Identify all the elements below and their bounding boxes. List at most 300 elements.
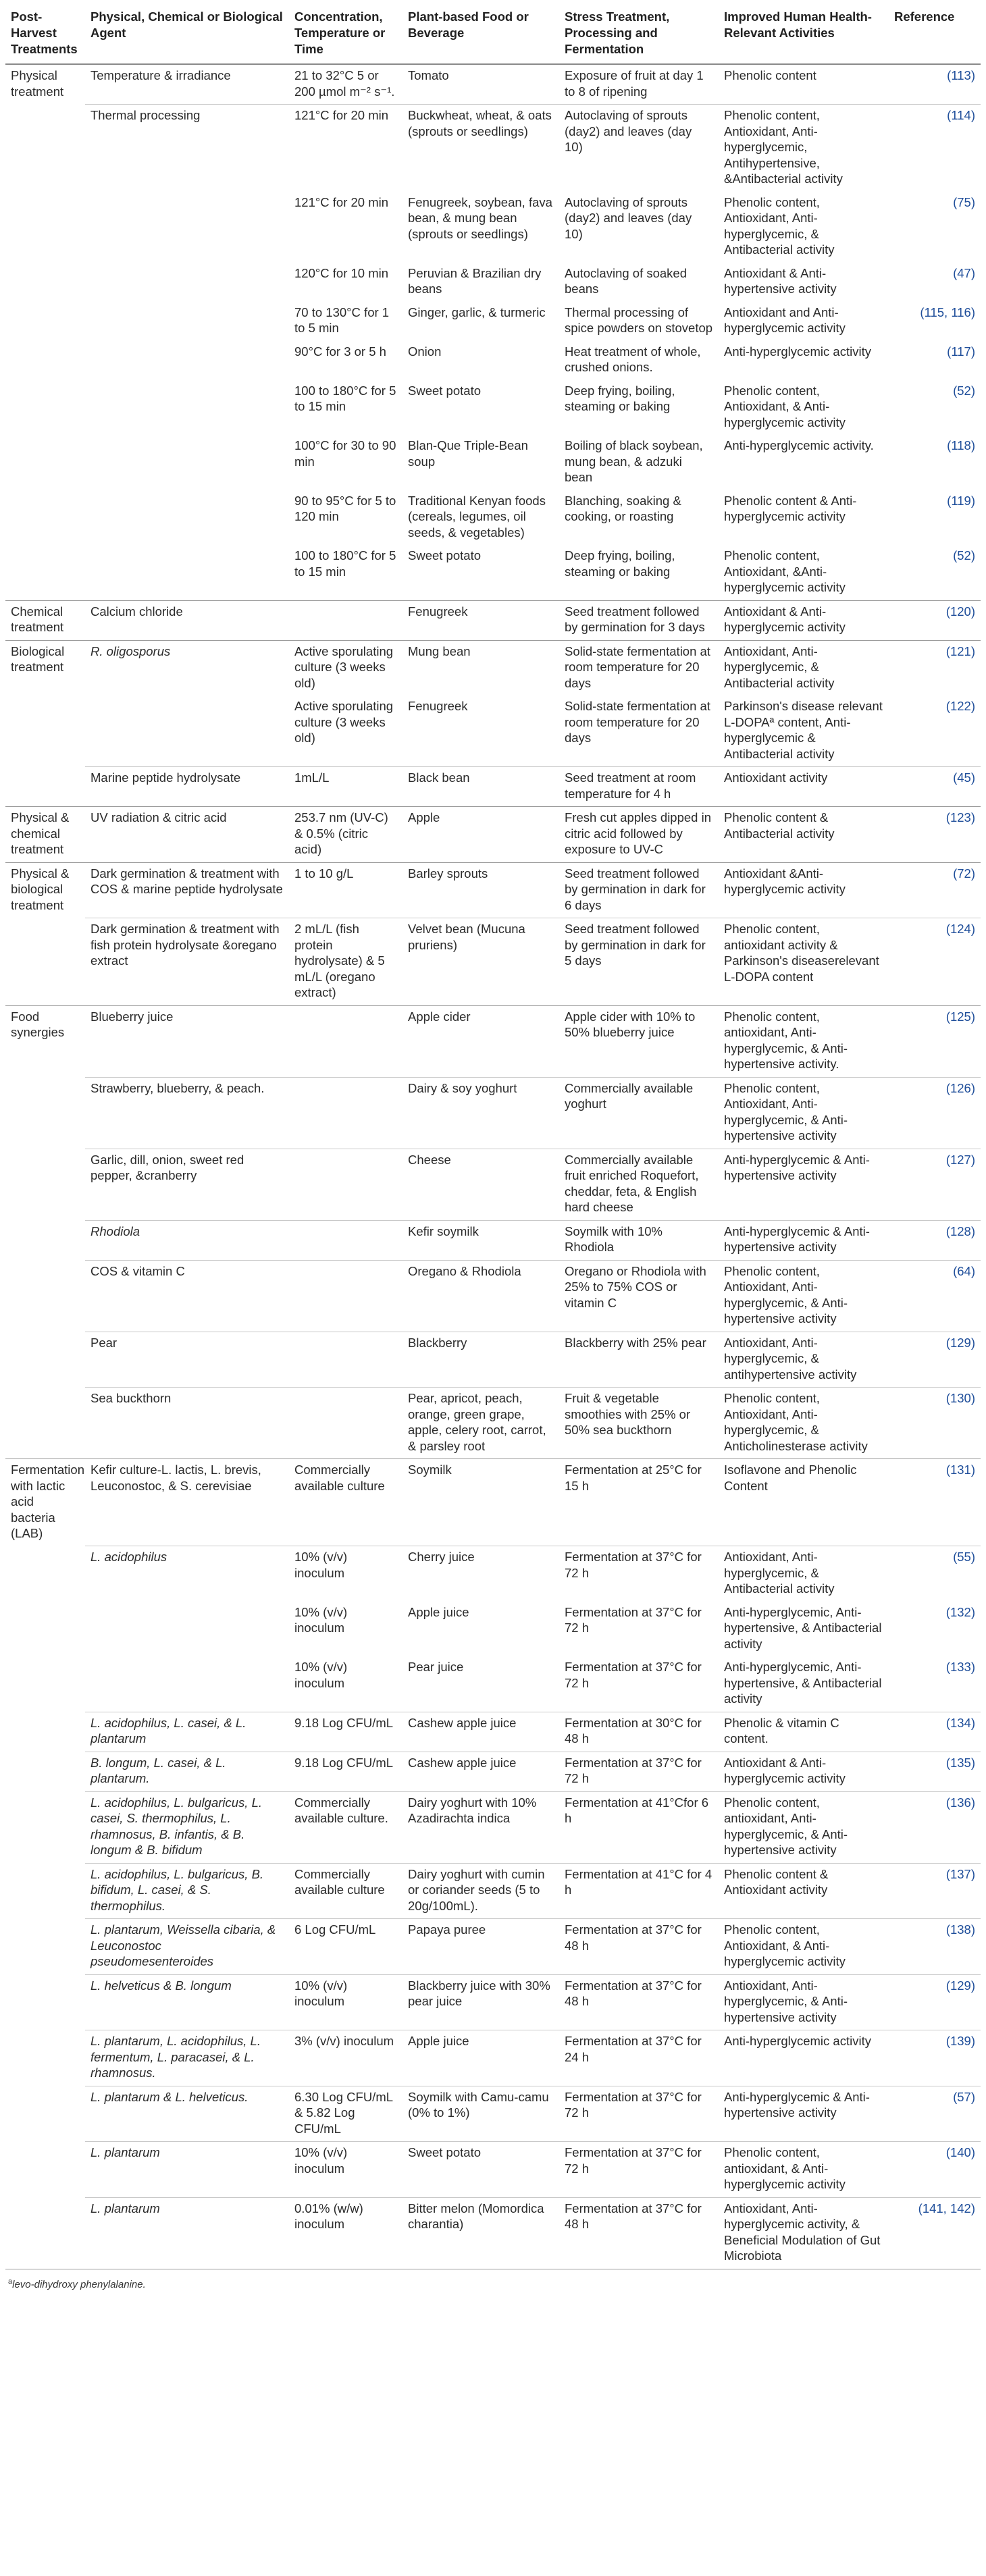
cell-reference[interactable] xyxy=(889,1260,981,1332)
cell-food xyxy=(403,1149,559,1220)
cell-concentration xyxy=(289,1919,403,1975)
cell-stress-text: Fermentation at 37°C for 48 h xyxy=(565,2201,702,2231)
cell-activity xyxy=(719,263,889,302)
cell-activity-text: Phenolic content, Antioxidant, Anti-hyperglycemic, Antihypertensive, &Antibacterial activity xyxy=(724,108,843,186)
cell-food xyxy=(403,1077,559,1149)
cell-activity xyxy=(719,341,889,380)
cell-reference-text[interactable]: (134) xyxy=(945,1715,975,1730)
cell-activity xyxy=(719,1220,889,1260)
cell-reference[interactable] xyxy=(889,1546,981,1602)
cell-agent-text: Pear xyxy=(90,1335,118,1350)
cell-reference[interactable] xyxy=(889,1459,981,1546)
cell-food-text: Oregano & Rhodiola xyxy=(408,1263,521,1278)
cell-stress xyxy=(559,1005,719,1077)
cell-reference[interactable] xyxy=(889,1974,981,2030)
cell-food xyxy=(403,1919,559,1975)
header-reference: Reference xyxy=(889,7,981,64)
cell-concentration-text: 70 to 130°C for 1 to 5 min xyxy=(294,305,390,335)
cell-reference-text[interactable]: (55) xyxy=(953,1550,975,1564)
cell-activity xyxy=(719,2086,889,2142)
cell-reference-text[interactable]: (139) xyxy=(945,2034,975,2048)
cell-reference-text[interactable]: (119) xyxy=(947,493,975,508)
cell-food xyxy=(403,1656,559,1712)
cell-reference[interactable] xyxy=(889,695,981,767)
cell-activity-text: Antioxidant, Anti-hyperglycemic, & Antibacterial activity xyxy=(724,1550,835,1596)
cell-concentration-text: 21 to 32°C 5 or 200 µmol m⁻² s⁻¹. xyxy=(294,68,395,99)
cell-concentration-text: 121°C for 20 min xyxy=(294,194,389,209)
cell-reference-text[interactable]: (135) xyxy=(945,1755,975,1770)
cell-reference[interactable] xyxy=(889,918,981,1006)
cell-treatment xyxy=(5,1077,85,1149)
table-row xyxy=(5,1546,981,1602)
cell-food-text: Pear, apricot, peach, orange, green grape, apple, celery root, carrot, & parsley root xyxy=(408,1391,546,1453)
cell-agent xyxy=(85,263,289,302)
cell-treatment xyxy=(5,435,85,490)
cell-reference-text[interactable]: (64) xyxy=(953,1263,975,1278)
cell-concentration xyxy=(289,2197,403,2269)
cell-agent-text: L. acidophilus, L. casei, & L. plantarum xyxy=(90,1715,246,1745)
cell-agent xyxy=(85,2030,289,2086)
cell-reference[interactable] xyxy=(889,1656,981,1712)
cell-concentration-text: 3% (v/v) inoculum xyxy=(294,2034,394,2048)
cell-concentration xyxy=(289,767,403,807)
cell-reference-text[interactable]: (57) xyxy=(953,2089,975,2104)
cell-food-text: Soymilk with Camu-camu (0% to 1%) xyxy=(408,2089,549,2120)
table-row xyxy=(5,1220,981,1260)
cell-activity-text: Phenolic content, Antioxidant, &Anti-hyperglycemic activity xyxy=(724,548,846,594)
cell-reference[interactable] xyxy=(889,105,981,192)
cell-stress-text: Autoclaving of sprouts (day2) and leaves (day 10) xyxy=(565,194,692,241)
cell-reference[interactable] xyxy=(889,1712,981,1752)
cell-stress-text: Fermentation at 37°C for 72 h xyxy=(565,1755,702,1785)
cell-reference-text[interactable]: (121) xyxy=(945,643,975,658)
cell-reference[interactable] xyxy=(889,1149,981,1220)
cell-stress xyxy=(559,341,719,380)
cell-treatment xyxy=(5,1752,85,1791)
table-row xyxy=(5,695,981,767)
cell-agent-text: UV radiation & citric acid xyxy=(90,810,227,824)
cell-reference-text[interactable]: (127) xyxy=(945,1152,975,1167)
cell-reference[interactable] xyxy=(889,341,981,380)
cell-reference-text[interactable]: (140) xyxy=(945,2145,975,2159)
cell-reference-text[interactable]: (52) xyxy=(953,383,975,398)
cell-stress-text: Fermentation at 37°C for 72 h xyxy=(565,1604,702,1635)
cell-activity-text: Phenolic content, Antioxidant, & Anti-hyperglycemic activity xyxy=(724,383,846,429)
cell-stress xyxy=(559,1791,719,1863)
cell-reference[interactable] xyxy=(889,640,981,695)
cell-stress xyxy=(559,192,719,263)
cell-treatment xyxy=(5,2197,85,2269)
cell-concentration xyxy=(289,807,403,863)
cell-agent-text: Marine peptide hydrolysate xyxy=(90,770,241,785)
table-row xyxy=(5,2030,981,2086)
cell-activity-text: Isoflavone and Phenolic Content xyxy=(724,1463,857,1493)
cell-agent xyxy=(85,1974,289,2030)
cell-activity xyxy=(719,1974,889,2030)
cell-reference-text[interactable]: (115, 116) xyxy=(920,305,975,319)
cell-food-text: Kefir soymilk xyxy=(408,1224,479,1238)
cell-concentration-text: 10% (v/v) inoculum xyxy=(294,2145,348,2176)
cell-agent-text: L. helveticus & B. longum xyxy=(90,1978,232,1993)
cell-agent-text: Strawberry, blueberry, & peach. xyxy=(90,1080,265,1095)
cell-reference[interactable] xyxy=(889,2197,981,2269)
cell-stress-text: Fermentation at 37°C for 72 h xyxy=(565,1550,702,1580)
cell-stress xyxy=(559,2086,719,2142)
cell-concentration-text: 253.7 nm (UV-C) & 0.5% (citric acid) xyxy=(294,810,388,856)
cell-stress-text: Heat treatment of whole, crushed onions. xyxy=(565,344,701,374)
cell-agent xyxy=(85,1260,289,1332)
cell-food xyxy=(403,2197,559,2269)
cell-stress xyxy=(559,490,719,546)
table-footnote xyxy=(5,2275,981,2292)
cell-concentration xyxy=(289,1546,403,1602)
cell-food-text: Traditional Kenyan foods (cereals, legumes, oil seeds, & vegetables) xyxy=(408,493,546,540)
cell-concentration-text: Commercially available culture xyxy=(294,1463,385,1493)
cell-reference[interactable] xyxy=(889,192,981,263)
cell-reference[interactable] xyxy=(889,2142,981,2198)
cell-food-text: Fenugreek xyxy=(408,604,468,619)
cell-reference[interactable] xyxy=(889,1005,981,1077)
table-row xyxy=(5,490,981,546)
cell-activity-text: Antioxidant, Anti-hyperglycemic, & antihypertensive activity xyxy=(724,1335,857,1382)
cell-food xyxy=(403,640,559,695)
cell-activity xyxy=(719,1791,889,1863)
cell-agent xyxy=(85,1220,289,1260)
cell-treatment xyxy=(5,862,85,918)
cell-reference-text[interactable]: (125) xyxy=(945,1009,975,1024)
cell-treatment xyxy=(5,1656,85,1712)
cell-activity-text: Anti-hyperglycemic, Anti-hypertensive, & Antibacterial activity xyxy=(724,1660,882,1706)
cell-food-text: Dairy & soy yoghurt xyxy=(408,1080,517,1095)
cell-reference[interactable] xyxy=(889,1332,981,1388)
cell-food xyxy=(403,918,559,1006)
cell-reference[interactable] xyxy=(889,1388,981,1459)
cell-food xyxy=(403,1752,559,1791)
cell-stress xyxy=(559,263,719,302)
cell-reference-text[interactable]: (130) xyxy=(945,1391,975,1405)
cell-stress-text: Fermentation at 37°C for 48 h xyxy=(565,1922,702,1953)
table-row xyxy=(5,640,981,695)
cell-activity-text: Anti-hyperglycemic & Anti-hypertensive activity xyxy=(724,1224,870,1254)
table-row xyxy=(5,1974,981,2030)
cell-reference[interactable] xyxy=(889,1752,981,1791)
cell-stress xyxy=(559,2197,719,2269)
cell-concentration xyxy=(289,640,403,695)
cell-stress xyxy=(559,380,719,436)
cell-agent xyxy=(85,2197,289,2269)
cell-concentration-text: Commercially available culture. xyxy=(294,1795,388,1825)
cell-reference-text[interactable]: (137) xyxy=(945,1866,975,1881)
cell-food xyxy=(403,1220,559,1260)
cell-reference-text[interactable]: (113) xyxy=(947,68,975,82)
cell-reference[interactable] xyxy=(889,435,981,490)
cell-stress xyxy=(559,695,719,767)
cell-stress xyxy=(559,1546,719,1602)
cell-stress xyxy=(559,918,719,1006)
table-row xyxy=(5,105,981,192)
cell-reference-text[interactable]: (129) xyxy=(945,1335,975,1350)
cell-concentration xyxy=(289,1656,403,1712)
cell-food-text: Sweet potato xyxy=(408,383,481,398)
cell-agent-text: Temperature & irradiance xyxy=(90,68,231,82)
cell-concentration-text: 100 to 180°C for 5 to 15 min xyxy=(294,548,396,579)
cell-activity-text: Antioxidant & Anti-hypertensive activity xyxy=(724,265,837,296)
cell-food-text: Buckwheat, wheat, & oats (sprouts or seedlings) xyxy=(408,108,552,138)
cell-stress xyxy=(559,545,719,600)
cell-agent-text: Sea buckthorn xyxy=(90,1391,172,1405)
cell-treatment xyxy=(5,1791,85,1863)
cell-agent xyxy=(85,302,289,341)
cell-reference[interactable] xyxy=(889,545,981,600)
cell-reference[interactable] xyxy=(889,1602,981,1657)
cell-reference[interactable] xyxy=(889,263,981,302)
table-row xyxy=(5,1459,981,1546)
cell-stress xyxy=(559,1260,719,1332)
cell-food xyxy=(403,2086,559,2142)
cell-reference[interactable] xyxy=(889,1919,981,1975)
cell-food-text: Sweet potato xyxy=(408,548,481,562)
cell-concentration xyxy=(289,695,403,767)
cell-activity xyxy=(719,695,889,767)
cell-agent-text: Dark germination & treatment with COS & marine peptide hydrolysate xyxy=(90,866,283,896)
cell-activity xyxy=(719,490,889,546)
cell-agent-text: Garlic, dill, onion, sweet red pepper, &cranberry xyxy=(90,1152,244,1182)
cell-treatment xyxy=(5,490,85,546)
cell-activity-text: Parkinson's disease relevant L-DOPAª content, Anti-hyperglycemic & Antibacterial activity xyxy=(724,699,883,761)
cell-food xyxy=(403,545,559,600)
cell-reference-text[interactable]: (132) xyxy=(945,1604,975,1619)
cell-agent xyxy=(85,767,289,807)
cell-activity-text: Phenolic content, Antioxidant, Anti-hyperglycemic, & Anticholinesterase activity xyxy=(724,1391,868,1453)
cell-food-text: Ginger, garlic, & turmeric xyxy=(408,305,546,319)
cell-activity-text: Antioxidant, Anti-hyperglycemic activity, & Beneficial Modulation of Gut Microbiota xyxy=(724,2201,881,2263)
cell-reference[interactable] xyxy=(889,807,981,863)
cell-activity-text: Phenolic & vitamin C content. xyxy=(724,1715,839,1745)
header-post-harvest: Post-Harvest Treatments xyxy=(5,7,85,64)
cell-stress-text: Fermentation at 30°C for 48 h xyxy=(565,1715,702,1745)
cell-reference-text[interactable]: (138) xyxy=(945,1922,975,1937)
cell-stress xyxy=(559,767,719,807)
cell-stress-text: Fermentation at 41°C for 4 h xyxy=(565,1866,712,1897)
cell-reference[interactable] xyxy=(889,2086,981,2142)
cell-concentration xyxy=(289,341,403,380)
cell-activity xyxy=(719,1712,889,1752)
cell-food xyxy=(403,807,559,863)
cell-activity-text: Antioxidant activity xyxy=(724,770,828,785)
cell-agent xyxy=(85,1791,289,1863)
table-row xyxy=(5,1919,981,1975)
cell-stress xyxy=(559,1974,719,2030)
cell-reference[interactable] xyxy=(889,302,981,341)
cell-agent xyxy=(85,1712,289,1752)
table-row xyxy=(5,380,981,436)
cell-stress-text: Seed treatment at room temperature for 4 h xyxy=(565,770,696,801)
cell-food xyxy=(403,1332,559,1388)
cell-treatment xyxy=(5,1005,85,1077)
cell-agent-text: Calcium chloride xyxy=(90,604,183,619)
cell-agent-text: B. longum, L. casei, & L. plantarum. xyxy=(90,1755,226,1785)
cell-stress-text: Commercially available fruit enriched Roquefort, cheddar, feta, & English hard cheese xyxy=(565,1152,699,1214)
cell-reference-text[interactable]: (114) xyxy=(947,108,975,122)
cell-treatment xyxy=(5,695,85,767)
cell-stress-text: Fermentation at 37°C for 24 h xyxy=(565,2034,702,2064)
cell-reference[interactable] xyxy=(889,380,981,436)
table-row xyxy=(5,435,981,490)
cell-agent xyxy=(85,1005,289,1077)
table-row xyxy=(5,2142,981,2198)
cell-agent-text: COS & vitamin C xyxy=(90,1263,185,1278)
cell-food-text: Cashew apple juice xyxy=(408,1755,517,1770)
cell-reference-text[interactable]: (45) xyxy=(953,770,975,785)
cell-reference-text[interactable]: (141, 142) xyxy=(918,2201,975,2215)
cell-stress-text: Fruit & vegetable smoothies with 25% or 50% sea buckthorn xyxy=(565,1391,691,1437)
cell-stress-text: Thermal processing of spice powders on stovetop xyxy=(565,305,713,335)
cell-reference-text[interactable]: (129) xyxy=(945,1978,975,1993)
table-row xyxy=(5,807,981,863)
cell-agent xyxy=(85,435,289,490)
cell-treatment xyxy=(5,263,85,302)
cell-food-text: Barley sprouts xyxy=(408,866,488,880)
cell-treatment-text: Physical & chemical treatment xyxy=(11,810,70,856)
cell-activity xyxy=(719,1919,889,1975)
cell-activity-text: Anti-hyperglycemic activity xyxy=(724,344,871,359)
cell-stress-text: Deep frying, boiling, steaming or baking xyxy=(565,383,675,413)
cell-reference[interactable] xyxy=(889,1863,981,1919)
cell-agent-text: L. acidophilus, L. bulgaricus, B. bifidum, L. casei, & S. thermophilus. xyxy=(90,1866,264,1913)
cell-reference-text[interactable]: (122) xyxy=(945,699,975,713)
cell-agent xyxy=(85,2086,289,2142)
cell-activity-text: Anti-hyperglycemic & Anti-hypertensive activity xyxy=(724,1152,870,1182)
cell-reference-text[interactable]: (120) xyxy=(945,604,975,619)
cell-reference-text[interactable]: (52) xyxy=(953,548,975,562)
cell-reference-text[interactable]: (123) xyxy=(945,810,975,824)
cell-stress xyxy=(559,1712,719,1752)
cell-stress-text: Commercially available yoghurt xyxy=(565,1080,694,1111)
cell-reference-text[interactable]: (131) xyxy=(945,1463,975,1477)
cell-activity xyxy=(719,1602,889,1657)
cell-activity xyxy=(719,192,889,263)
cell-concentration xyxy=(289,1752,403,1791)
cell-stress-text: Blanching, soaking & cooking, or roasting xyxy=(565,493,681,523)
table-row xyxy=(5,2197,981,2269)
table-row xyxy=(5,64,981,105)
cell-reference-text[interactable]: (47) xyxy=(953,265,975,280)
cell-activity xyxy=(719,1077,889,1149)
cell-food-text: Fenugreek, soybean, fava bean, & mung bean (sprouts or seedlings) xyxy=(408,194,552,241)
cell-food xyxy=(403,105,559,192)
cell-concentration xyxy=(289,1220,403,1260)
cell-reference-text[interactable]: (136) xyxy=(945,1795,975,1810)
cell-concentration xyxy=(289,1005,403,1077)
cell-food xyxy=(403,435,559,490)
cell-concentration-text: 6 Log CFU/mL xyxy=(294,1922,376,1937)
cell-stress xyxy=(559,1332,719,1388)
cell-reference-text[interactable]: (75) xyxy=(953,194,975,209)
cell-agent-text: Thermal processing xyxy=(90,108,201,122)
table-row xyxy=(5,1260,981,1332)
cell-concentration-text: 2 mL/L (fish protein hydrolysate) & 5 mL/L (oregano extract) xyxy=(294,922,385,999)
cell-stress-text: Autoclaving of sprouts (day2) and leaves (day 10) xyxy=(565,108,692,154)
table-row xyxy=(5,2086,981,2142)
cell-activity xyxy=(719,1546,889,1602)
cell-reference[interactable] xyxy=(889,600,981,640)
cell-reference[interactable] xyxy=(889,490,981,546)
cell-food xyxy=(403,64,559,105)
cell-food xyxy=(403,1005,559,1077)
cell-reference[interactable] xyxy=(889,2030,981,2086)
cell-reference[interactable] xyxy=(889,862,981,918)
cell-activity xyxy=(719,1459,889,1546)
cell-treatment xyxy=(5,302,85,341)
cell-food-text: Blackberry juice with 30% pear juice xyxy=(408,1978,550,2008)
cell-reference[interactable] xyxy=(889,1077,981,1149)
cell-concentration-text: 90 to 95°C for 5 to 120 min xyxy=(294,493,396,523)
table-row xyxy=(5,192,981,263)
cell-treatment-text: Chemical treatment xyxy=(11,604,64,634)
cell-treatment xyxy=(5,64,85,105)
cell-reference-text[interactable]: (128) xyxy=(945,1224,975,1238)
cell-stress-text: Boiling of black soybean, mung bean, & adzuki bean xyxy=(565,438,703,484)
cell-reference[interactable] xyxy=(889,1220,981,1260)
cell-reference-text[interactable]: (124) xyxy=(945,922,975,936)
cell-activity xyxy=(719,1388,889,1459)
cell-stress xyxy=(559,1388,719,1459)
cell-concentration-text: 121°C for 20 min xyxy=(294,108,389,122)
cell-reference[interactable] xyxy=(889,64,981,105)
cell-food-text: Apple xyxy=(408,810,440,824)
cell-activity-text: Antioxidant & Anti-hyperglycemic activity xyxy=(724,1755,846,1785)
cell-food xyxy=(403,862,559,918)
cell-activity xyxy=(719,64,889,105)
cell-stress xyxy=(559,600,719,640)
cell-food xyxy=(403,1712,559,1752)
cell-activity xyxy=(719,2142,889,2198)
cell-reference-text[interactable]: (133) xyxy=(945,1660,975,1674)
cell-agent-text: L. acidophilus, L. bulgaricus, L. casei, S. thermophilus, L. rhamnosus, B. infantis, & B. longum & B. bifidum xyxy=(90,1795,263,1857)
cell-reference-text[interactable]: (126) xyxy=(945,1080,975,1095)
cell-treatment xyxy=(5,1149,85,1220)
cell-reference-text[interactable]: (72) xyxy=(953,866,975,880)
table-row xyxy=(5,1712,981,1752)
cell-agent xyxy=(85,105,289,192)
cell-reference[interactable] xyxy=(889,1791,981,1863)
cell-concentration-text: 1mL/L xyxy=(294,770,330,785)
cell-treatment xyxy=(5,918,85,1006)
cell-food-text: Tomato xyxy=(408,68,449,82)
cell-concentration-text: 9.18 Log CFU/mL xyxy=(294,1715,394,1730)
table-row xyxy=(5,1388,981,1459)
cell-agent xyxy=(85,1077,289,1149)
cell-reference[interactable] xyxy=(889,767,981,807)
cell-stress xyxy=(559,1752,719,1791)
cell-stress xyxy=(559,435,719,490)
cell-activity-text: Antioxidant and Anti-hyperglycemic activity xyxy=(724,305,846,335)
cell-food xyxy=(403,1863,559,1919)
header-row xyxy=(5,7,981,64)
cell-concentration xyxy=(289,2086,403,2142)
cell-food-text: Fenugreek xyxy=(408,699,468,713)
cell-stress-text: Fermentation at 25°C for 15 h xyxy=(565,1463,702,1493)
cell-activity-text: Antioxidant, Anti-hyperglycemic, & Antibacterial activity xyxy=(724,643,835,690)
cell-treatment xyxy=(5,1602,85,1657)
table-row xyxy=(5,341,981,380)
cell-food-text: Onion xyxy=(408,344,442,359)
cell-treatment xyxy=(5,105,85,192)
cell-reference-text[interactable]: (117) xyxy=(947,344,975,359)
cell-reference-text[interactable]: (118) xyxy=(947,438,975,452)
cell-food xyxy=(403,1546,559,1602)
cell-stress xyxy=(559,105,719,192)
